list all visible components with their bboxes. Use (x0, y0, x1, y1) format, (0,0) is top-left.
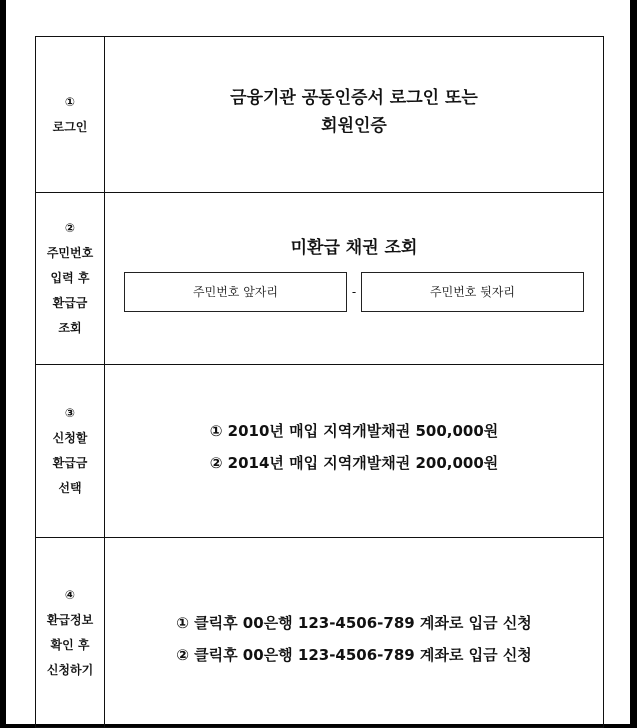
step-content-cell (105, 365, 604, 538)
step-label-cell (36, 538, 105, 728)
step-label: 환급금 (52, 456, 88, 470)
bond-option[interactable]: ② 2014년 매입 지역개발채권 200,000원 (209, 454, 499, 472)
refund-apply-option[interactable]: ② 클릭후 00은행 123-4506-789 계좌로 입금 신청 (176, 645, 532, 664)
rrn-input-row (105, 272, 603, 312)
rrn-separator: - (351, 285, 357, 299)
refund-steps-table (35, 36, 604, 728)
step-row-select (36, 365, 604, 538)
step-label-cell (36, 365, 105, 538)
document-page (6, 0, 630, 724)
step-content-cell (105, 538, 604, 728)
login-instruction: 금융기관 공동인증서 로그인 또는 (230, 87, 478, 108)
step-label: 확인 후 (50, 637, 90, 652)
step-label: 선택 (58, 481, 82, 495)
step-row-lookup (36, 193, 604, 365)
step-label: 주민번호 (46, 246, 94, 260)
login-instruction: 회원인증 (321, 115, 387, 136)
step-number: ② (64, 221, 76, 235)
rrn-back-input[interactable] (361, 272, 584, 312)
step-label: 조회 (58, 321, 82, 335)
step-label: 환급금 (52, 296, 88, 310)
lookup-title: 미환급 채권 조회 (290, 238, 418, 258)
bond-option[interactable]: ① 2010년 매입 지역개발채권 500,000원 (209, 422, 499, 440)
step-row-apply (36, 538, 604, 728)
rrn-front-input[interactable] (124, 272, 347, 312)
step-row-login (36, 37, 604, 193)
step-content-cell (105, 37, 604, 193)
step-content-cell (105, 193, 604, 365)
step-label: 신청하기 (46, 662, 94, 677)
step-label: 입력 후 (50, 271, 90, 285)
step-label: 신청할 (52, 431, 88, 445)
step-number: ① (64, 94, 76, 109)
step-label: 환급정보 (46, 612, 94, 627)
step-label-cell (36, 37, 105, 193)
step-number: ③ (64, 406, 76, 420)
step-number: ④ (64, 587, 76, 602)
step-label: 로그인 (52, 119, 88, 134)
refund-apply-list (105, 607, 603, 671)
refund-apply-option[interactable]: ① 클릭후 00은행 123-4506-789 계좌로 입금 신청 (176, 613, 532, 632)
bond-list (105, 415, 603, 479)
step-label-cell (36, 193, 105, 365)
